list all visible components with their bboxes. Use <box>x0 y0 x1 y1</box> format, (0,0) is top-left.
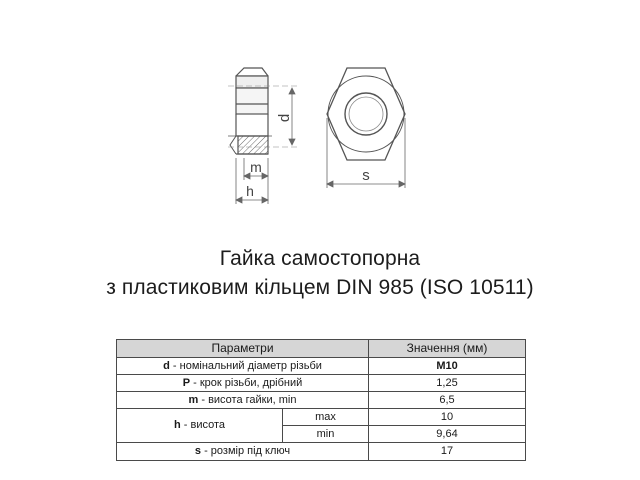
value-cell: 6,5 <box>369 392 526 409</box>
label-h: h <box>246 183 254 199</box>
value-cell: 1,25 <box>369 375 526 392</box>
table-row <box>117 409 526 426</box>
param-cell <box>117 375 369 392</box>
value-cell: 17 <box>369 443 526 461</box>
param-description: - висота <box>180 419 226 431</box>
param-symbol: s <box>194 445 202 457</box>
table-row <box>117 443 526 461</box>
table-row <box>117 375 526 392</box>
header-values: Значення (мм) <box>369 340 526 358</box>
sub-label-min: min <box>283 426 369 443</box>
table-row <box>117 358 526 375</box>
table-header-row <box>117 340 526 358</box>
nut-technical-drawing <box>0 0 640 230</box>
param-description: - розмір під ключ <box>201 445 291 457</box>
nut-front-view <box>327 68 405 160</box>
param-symbol: h <box>173 419 181 431</box>
title-line-2: з пластиковим кільцем DIN 985 (ISO 10511) <box>106 276 534 299</box>
value-cell: 9,64 <box>369 426 526 443</box>
param-cell <box>117 443 369 461</box>
param-symbol: m <box>188 393 199 406</box>
param-cell <box>117 358 369 375</box>
sub-label-max: max <box>283 409 369 426</box>
param-symbol: Р <box>182 376 191 389</box>
table-row <box>117 392 526 409</box>
header-params: Параметри <box>117 340 369 358</box>
spec-table <box>116 339 526 461</box>
value-cell: 10 <box>369 409 526 426</box>
label-d: d <box>276 113 293 123</box>
param-cell <box>117 409 283 443</box>
param-symbol: d <box>163 359 170 372</box>
title-line-1: Гайка самостопорна <box>219 247 421 270</box>
param-description: - номінальний діаметр різьби <box>169 359 322 372</box>
value-cell: М10 <box>369 358 526 375</box>
label-s: s <box>362 167 370 184</box>
param-description: - крок різьби, дрібний <box>190 376 303 389</box>
nut-side-view <box>228 68 300 154</box>
label-m: m <box>250 159 262 175</box>
param-description: - висота гайки, min <box>198 393 297 406</box>
param-cell <box>117 392 369 409</box>
